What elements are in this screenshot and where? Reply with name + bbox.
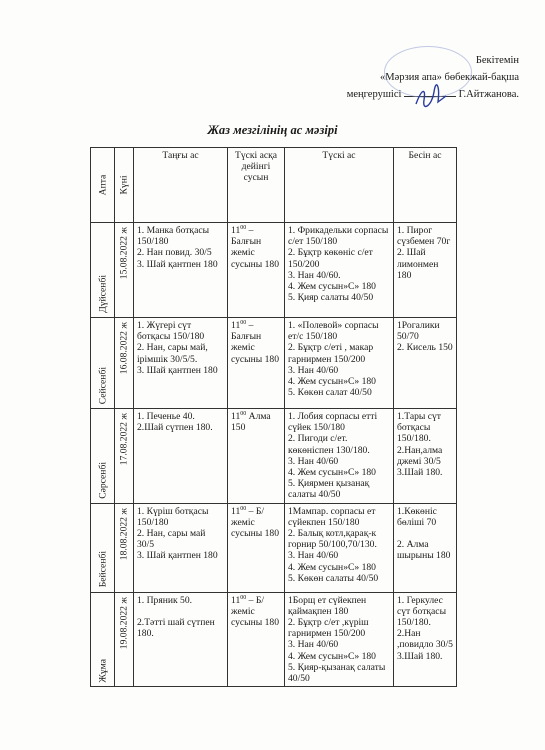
header-breakfast: Таңғы ас — [134, 148, 228, 223]
weekday-cell — [91, 318, 115, 409]
pre-lunch-time-minutes: 00 — [240, 319, 247, 326]
lunch-cell-line: 5. Қияр-қызанақ салаты 40/50 — [288, 661, 388, 685]
snack-cell-line: 2. Шай лимонмен 180 — [397, 247, 441, 281]
lunch-cell-line: 5. Көкөн салат 40/50 — [288, 387, 372, 399]
weekday-label: Сейсенбі — [96, 366, 108, 404]
breakfast-cell-line: 1. Күріш ботқасы 150/180 — [137, 505, 211, 528]
pre-lunch-drink: Алма 150 — [231, 411, 271, 434]
pre-lunch-time: 11 — [231, 594, 241, 606]
breakfast-cell — [134, 409, 228, 504]
lunch-cell-line: 1. Лобия сорпасы етті сүйек 150/180 — [288, 411, 380, 434]
lunch-cell-line: 3. Нан 40/60 — [288, 550, 339, 562]
snack-cell-line: 2. Алма шырыны 180 — [397, 539, 451, 562]
weekday-label: Сәрсенбі — [96, 461, 108, 499]
breakfast-cell — [134, 503, 228, 592]
pre-lunch-drink: – Балғын жеміс сусыны 180 — [231, 225, 280, 270]
breakfast-cell-line: 1. Жүгері сүт ботқасы 150/180 — [137, 320, 205, 343]
table-header-row — [91, 148, 457, 223]
table-row — [91, 223, 457, 318]
snack-cell — [394, 409, 457, 504]
header-day: Күні — [115, 148, 134, 223]
weekday-label: Бейсенбі — [96, 551, 108, 588]
pre-lunch-cell — [228, 223, 285, 318]
snack-cell — [394, 318, 457, 409]
weekday-label: Жұма — [96, 658, 108, 683]
approval-line-2: «Мәрзия апа» бөбекжай-бақша — [380, 72, 519, 83]
pre-lunch-time-minutes: 00 — [240, 505, 247, 512]
date-cell — [115, 592, 134, 687]
snack-cell-line: 1. Геркулес сүт ботқасы 150/180. — [397, 594, 449, 629]
lunch-cell — [285, 409, 394, 504]
lunch-cell-line: 5. Көкөн салаты 40/50 — [288, 572, 379, 584]
lunch-cell-line: 4. Жем сусын»С» 180 — [288, 281, 376, 293]
lunch-cell-line: 2. Пигоди с/ет. көкөніспен 130/180. — [288, 433, 370, 456]
lunch-cell-line: 4. Жем сусын»С» 180 — [288, 376, 376, 388]
weekday-cell — [91, 409, 115, 504]
pre-lunch-time: 11 — [231, 505, 241, 517]
pre-lunch-time: 11 — [231, 411, 241, 422]
snack-cell-line: 1.Көкөніс бөліші 70 — [397, 505, 440, 528]
signature-icon — [414, 84, 448, 110]
breakfast-cell-line: 1. Манка ботқасы 150/180 — [137, 225, 212, 248]
pre-lunch-time-minutes: 00 — [240, 224, 247, 231]
snack-cell-line: 1Рогалики 50/70 — [397, 320, 443, 343]
table-row — [91, 409, 457, 504]
breakfast-cell — [134, 223, 228, 318]
document-title: Жаз мезгілінің ас мәзірі — [207, 123, 338, 137]
breakfast-cell-line: 1. Пряник 50. — [137, 594, 193, 606]
snack-cell-line: 2.Нан ,повидло 30/5 — [397, 628, 453, 651]
date-label: 15.08.2022 ж — [118, 227, 130, 280]
weekday-cell — [91, 592, 115, 687]
lunch-cell-line: 2. Бұқтр көкөніс с/ет 150/200 — [288, 247, 376, 270]
breakfast-cell-line: 2. Нан, сары май, ірімшік 30/5/5. — [137, 342, 211, 365]
breakfast-cell-line — [137, 606, 224, 617]
lunch-cell-line: 3. Нан 40/60 — [288, 455, 339, 467]
weekday-cell — [91, 503, 115, 592]
snack-cell-line: 3.Шай 180. — [397, 650, 443, 662]
lunch-cell-line: 4. Жем сусын»С» 180 — [288, 467, 376, 479]
lunch-cell — [285, 592, 394, 687]
lunch-cell-line: 5. Қияр салаты 40/50 — [288, 292, 374, 304]
lunch-cell-line: 3. Нан 40/60. — [288, 269, 341, 281]
pre-lunch-time: 11 — [231, 320, 241, 331]
date-label: 17.08.2022 ж — [118, 413, 130, 466]
pre-lunch-drink: – Б/жеміс сусыны 180 — [231, 594, 280, 629]
lunch-cell-line: 3. Нан 40/60 — [288, 639, 339, 651]
table-row — [91, 592, 457, 687]
snack-cell — [394, 223, 457, 318]
pre-lunch-time: 11 — [231, 225, 241, 236]
menu-table — [90, 147, 457, 687]
breakfast-cell-line: 2.Тәтті шай сүтпен 180. — [137, 617, 218, 640]
lunch-cell-line: 2. Бұқтр с/ет ,күріш гарнирмен 150/200 — [288, 617, 371, 640]
lunch-cell-line: 4. Жем сусын»С» 180 — [288, 650, 376, 662]
breakfast-cell-line: 2. Нан, сары май 30/5 — [137, 528, 208, 551]
table-row — [91, 503, 457, 592]
snack-cell-line: 3.Шай 180. — [397, 467, 443, 479]
date-cell — [115, 503, 134, 592]
snack-cell-line: 2.Нан,алма джемі 30/5 — [397, 444, 445, 467]
lunch-cell-line: 1. «Полевой» сорпасы ет/с 150/180 — [288, 320, 381, 343]
date-label: 19.08.2022 ж — [118, 596, 130, 649]
breakfast-cell-line: 3. Шай қантпен 180 — [137, 258, 218, 270]
lunch-cell-line: 3. Нан 40/60 — [288, 364, 339, 376]
breakfast-cell-line: 2.Шай сүтпен 180. — [137, 422, 213, 434]
lunch-cell — [285, 318, 394, 409]
pre-lunch-cell — [228, 503, 285, 592]
lunch-cell-line: 1. Фрикадельки сорпасы с/ет 150/180 — [288, 225, 391, 248]
header-snack: Бесін ас — [394, 148, 457, 223]
snack-cell-line: 1.Тары сүт ботқасы 150/180. — [397, 411, 444, 445]
snack-cell — [394, 503, 457, 592]
pre-lunch-time-minutes: 00 — [240, 410, 247, 417]
weekday-cell — [91, 223, 115, 318]
approval-line-1: Бекітемін — [475, 55, 519, 66]
approval-position: меңгерушісі — [346, 89, 402, 100]
pre-lunch-time-minutes: 00 — [240, 594, 247, 601]
breakfast-cell-line: 1. Печенье 40. — [137, 411, 195, 422]
header-pre-lunch: Түскі асқа дейінгі сусын — [228, 148, 285, 223]
lunch-cell-line: 1Борщ ет сүйекпен қаймақпен 180 — [288, 594, 369, 617]
lunch-cell-line: 2. Бұқтр с/еті , макар гарнирмен 150/200 — [288, 342, 376, 365]
lunch-cell — [285, 503, 394, 592]
breakfast-cell-line: 2. Нан повид. 30/5 — [137, 247, 212, 259]
snack-cell-line: 1. Пирог сүзбемен 70г — [397, 225, 451, 248]
lunch-cell-line: 5. Қиярмен қызанақ салаты 40/50 — [288, 478, 372, 501]
date-cell — [115, 318, 134, 409]
lunch-cell-line: 4. Жем сусын»С» 180 — [288, 561, 376, 573]
snack-cell-line: 2. Кисель 150 — [397, 342, 453, 354]
weekday-label: Дүйсенбі — [96, 275, 108, 313]
pre-lunch-cell — [228, 592, 285, 687]
breakfast-cell-line: 3. Шай қантпен 180 — [137, 364, 218, 376]
date-cell — [115, 409, 134, 504]
pre-lunch-cell — [228, 409, 285, 504]
snack-cell — [394, 592, 457, 687]
date-cell — [115, 223, 134, 318]
breakfast-cell — [134, 318, 228, 409]
header-week: Апта — [91, 148, 115, 223]
lunch-cell-line: 2. Балық котл,қарақ-к горнир 50/100,70/130. — [288, 528, 379, 551]
breakfast-cell — [134, 592, 228, 687]
approval-name: Г.Айтжанова. — [458, 89, 519, 100]
pre-lunch-drink: – Балғын жеміс сусыны 180 — [231, 320, 280, 365]
date-label: 16.08.2022 ж — [118, 322, 130, 375]
snack-cell-line — [397, 528, 453, 539]
lunch-cell-line: 1Мампар. сорпасы ет сүйекпен 150/180 — [288, 505, 378, 528]
pre-lunch-cell — [228, 318, 285, 409]
breakfast-cell-line: 3. Шай қантпен 180 — [137, 550, 218, 562]
table-row — [91, 318, 457, 409]
lunch-cell — [285, 223, 394, 318]
date-label: 18.08.2022 ж — [118, 507, 130, 560]
header-lunch: Түскі ас — [285, 148, 394, 223]
pre-lunch-drink: – Б/жеміс сусыны 180 — [231, 505, 280, 540]
